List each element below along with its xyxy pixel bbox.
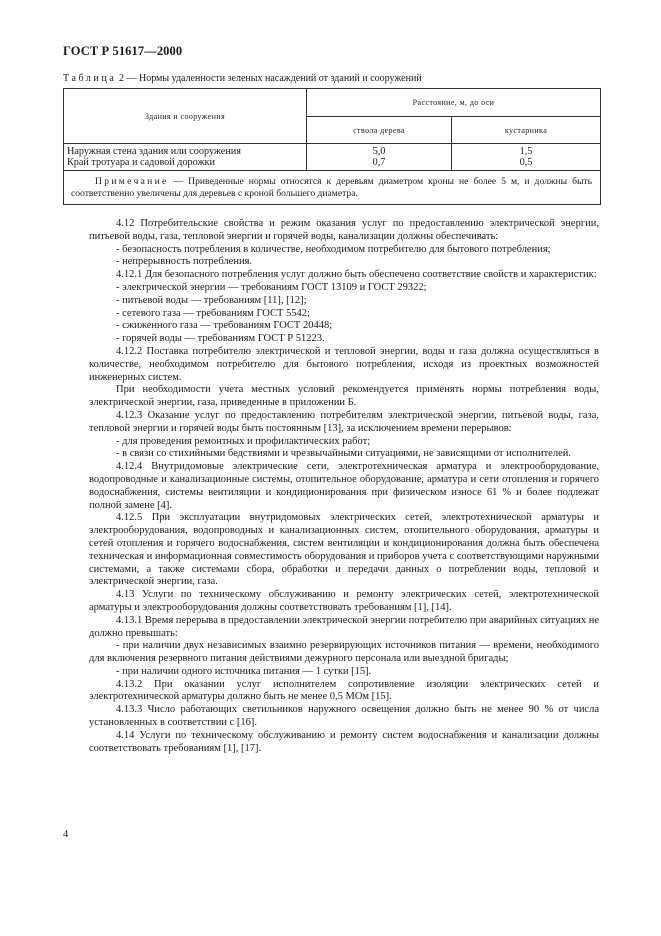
page-number: 4 [63, 829, 69, 840]
paragraph: 4.13.1 Время перерыва в предоставлении электрической энергии потребителю при аварийных ситуациях не должно превышать: [89, 614, 599, 639]
table-note-label: Примечание [95, 176, 169, 187]
paragraph: 4.12.2 Поставка потребителю электрической и тепловой энергии, воды и газа должна осуществляться в количестве, необходимом потребителю для бытового потребления, исходя из проектных возможностей инженерных систем. [89, 345, 599, 383]
table-row-tree-value: 0,7 [372, 157, 386, 168]
table-caption-title: 2 — Нормы удаленности зеленых насаждений от зданий и сооружений [116, 73, 422, 84]
list-item: - при наличии двух независимых взаимно резервирующих источников питания — времени, необходимого для включения резервного питания действиями дежурного персонала или выездной бригады; [89, 640, 599, 665]
list-item: - сетевого газа — требованиям ГОСТ 5542; [116, 307, 310, 319]
paragraph: 4.13.2 При оказании услуг исполнителем сопротивление изоляции электрических сетей и электротехнической арматуры должно быть не менее 0,5 МОм [15]. [89, 678, 599, 703]
table-row-tree-value: 5,0 [372, 146, 386, 157]
list-item: - электрической энергии — требованиям ГОСТ 13109 и ГОСТ 29322; [116, 281, 427, 293]
paragraph: 4.14 Услуги по техническому обслуживанию и ремонту систем водоснабжения и канализации должны соответствовать требованиям [1], [17]. [89, 729, 599, 754]
paragraph: 4.13 Услуги по техническому обслуживанию и ремонту электрических сетей, электротехнической арматуры и электрооборудования должны соответствовать требованиям [1], [14]. [89, 589, 599, 613]
tree-distance-cell [307, 144, 452, 171]
table-note-text: — Приведенные нормы относятся к деревьям диаметром кроны не более 5 м, и должны быть соответственно увеличены для деревьев с кроной большего диаметра. [71, 176, 592, 199]
col-header-distance: Расстояние, м, до оси [307, 89, 601, 117]
table-note [64, 171, 601, 205]
table-row-bush-value: 0,5 [519, 157, 533, 168]
table-caption-label: Таблица [63, 73, 117, 84]
table-row-name: Наружная стена здания или сооружения [67, 146, 241, 157]
table-row-name: Край тротуара и садовой дорожки [67, 157, 215, 168]
norms-table [63, 88, 601, 205]
col-header-bush: кустарника [452, 117, 601, 144]
paragraph: 4.12.5 При эксплуатации внутридомовых электрических сетей, электротехнической арматуры и электрооборудования, водопроводных и канализационных систем, отопительного оборудования, арматуры и сетей отопления и горячего водоснабжения, систем вентиляции и кондиционирования должна быть обеспечена техническая и информационная совместимость оборудования и приборов учета с соответствующими наружными системами, а также системами сбора, обработки и передачи данных о потреблении воды, тепловой и электрической энергии, газа. [89, 512, 599, 588]
col-header-tree: ствола дерева [307, 117, 452, 144]
col-header-buildings: Здания и сооружения [64, 89, 307, 144]
list-item: - при наличии одного источника питания — 1 сутки [15]. [116, 665, 372, 677]
list-item: - безопасность потребления в количестве, необходимом потребителю для бытового потребления; [116, 243, 551, 255]
bush-distance-cell [452, 144, 601, 171]
document-header: ГОСТ Р 51617—2000 [63, 44, 183, 58]
paragraph: 4.13.3 Число работающих светильников наружного освещения должно быть не менее 90 % от числа установленных в соответствии с [16]. [89, 704, 599, 729]
paragraph: При необходимости учета местных условий рекомендуется применять нормы потребления воды, электрической энергии, газа, приведенные в приложении Б. [89, 384, 599, 409]
list-item: - сжиженного газа — требованиям ГОСТ 20448; [116, 320, 333, 332]
buildings-cell [64, 144, 307, 171]
table-caption [63, 73, 422, 84]
paragraph: 4.12.3 Оказание услуг по предоставлению потребителям электрической энергии, питьевой воды, газа, тепловой энергии и горячей воды быть постоянным [13], за исключением времени перерывов: [89, 409, 599, 434]
paragraph: 4.12.4 Внутридомовые электрические сети, электротехническая арматура и электрооборудование, водопроводные и канализационные системы, отопительное оборудование, арматура и сети отопления и горячего водоснабжения, системы вентиляции и кондиционирования при физическом износе 61 % и более подлежат полной замене [4]. [89, 461, 599, 511]
table-row-bush-value: 1,5 [519, 146, 533, 157]
table-body-row [64, 144, 601, 171]
list-item: - в связи со стихийными бедствиями и чрезвычайными ситуациями, не зависящими от исполнителей. [116, 448, 571, 460]
list-item: - для проведения ремонтных и профилактических работ; [116, 435, 371, 447]
document-body [89, 218, 599, 755]
list-item: - питьевой воды — требованиям [11], [12]; [116, 294, 307, 306]
paragraph: 4.12 Потребительские свойства и режим оказания услуг по предоставлению электрической энергии, питьевой воды, газа, тепловой энергии и горячей воды, канализации должны обеспечивать: [89, 218, 599, 242]
list-item: - непрерывность потребления. [116, 256, 253, 268]
paragraph: 4.12.1 Для безопасного потребления услуг должно быть обеспечено соответствие свойств и характеристик: [116, 269, 597, 281]
list-item: - горячей воды — требованиям ГОСТ Р 51223. [116, 333, 325, 345]
